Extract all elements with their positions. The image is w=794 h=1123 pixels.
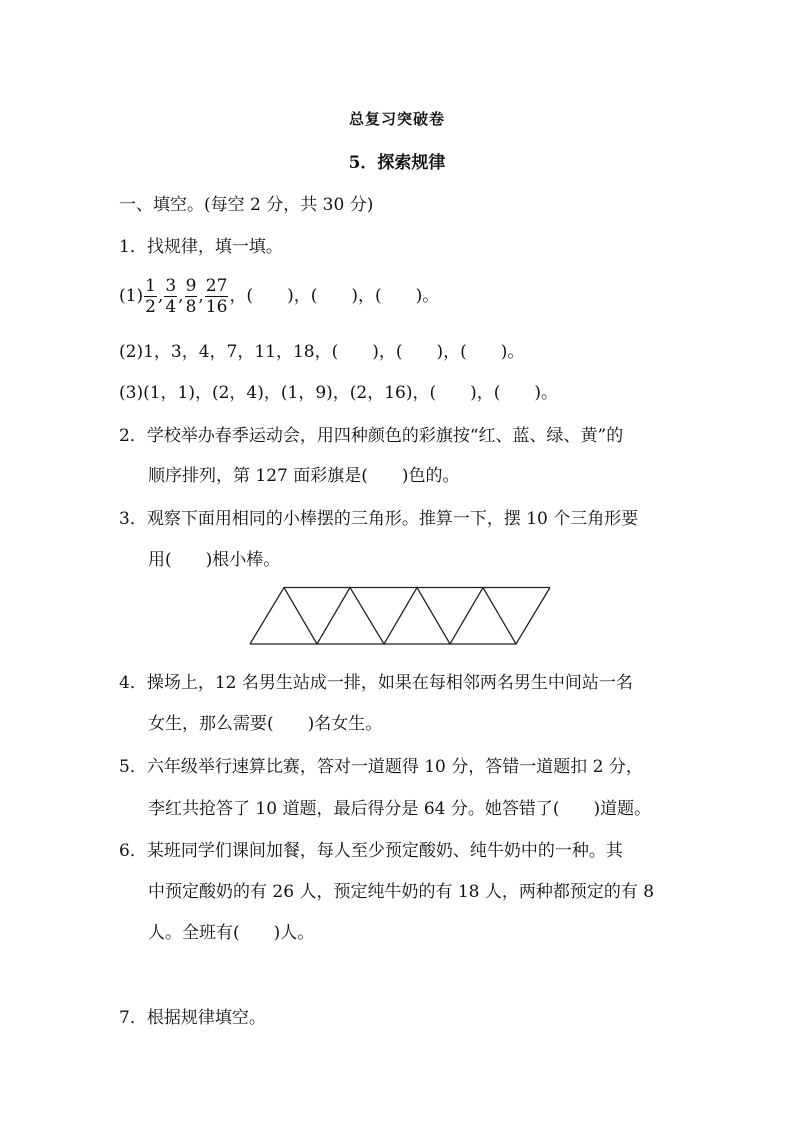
q1-stem: 1．找规律，填一填。 bbox=[119, 237, 283, 257]
triangle-sticks-figure bbox=[248, 586, 552, 646]
q7-stem: 7．根据规律填空。 bbox=[119, 1008, 266, 1028]
q5-line1: 5．六年级举行速算比赛，答对一道题得 10 分，答错一道题扣 2 分， bbox=[119, 757, 643, 777]
fraction: $\frac{27}{16}$ bbox=[205, 276, 228, 317]
q2-line2: 顺序排列，第 127 面彩旗是( )色的。 bbox=[148, 466, 460, 486]
q6-line3: 人。全班有( )人。 bbox=[148, 923, 315, 943]
q6-line1: 6．某班同学们课间加餐，每人至少预定酸奶、纯牛奶中的一种。其 bbox=[119, 841, 623, 861]
q3-line2: 用( )根小棒。 bbox=[148, 550, 281, 570]
q6-line2: 中预定酸奶的有 26 人，预定纯牛奶的有 18 人，两种都预定的有 8 bbox=[148, 882, 655, 902]
fraction: $\frac{9}{8}$ bbox=[185, 276, 197, 317]
q4-line1: 4．操场上，12 名男生站成一排，如果在每相邻两名男生中间站一名 bbox=[119, 673, 633, 693]
q1-sub1: (1) $\frac{1}{2}$ , $\frac{3}{4}$ , $\frac{9}{8}$ , $\frac{27}{16}$ ，( )，( )，( )。 bbox=[119, 276, 440, 317]
q1-sub1-blanks: ，( )，( )，( )。 bbox=[229, 286, 440, 306]
q1-sub3: (3)(1，1)，(2，4)，(1，9)，(2，16)，( )，( )。 bbox=[119, 383, 559, 403]
fraction: $\frac{3}{4}$ bbox=[165, 276, 177, 317]
section-heading: 一、填空。(每空 2 分，共 30 分) bbox=[119, 195, 374, 215]
fraction: $\frac{1}{2}$ bbox=[145, 276, 156, 317]
section-subtitle: 5．探索规律 bbox=[348, 153, 446, 173]
q5-line2: 李红共抢答了 10 道题，最后得分是 64 分。她答错了( )道题。 bbox=[148, 799, 652, 819]
q2-line1: 2．学校举办春季运动会，用四种颜色的彩旗按“红、蓝、绿、黄”的 bbox=[119, 426, 624, 446]
q1-sub2: (2)1，3，4，7，11，18，( )，( )，( )。 bbox=[119, 342, 525, 362]
page-title: 总复习突破卷 bbox=[348, 110, 445, 128]
q3-line1: 3．观察下面用相同的小棒摆的三角形。推算一下，摆 10 个三角形要 bbox=[119, 509, 639, 529]
q4-line2: 女生，那么需要( )名女生。 bbox=[148, 714, 383, 734]
q1-sub1-prefix: (1) bbox=[119, 286, 144, 306]
